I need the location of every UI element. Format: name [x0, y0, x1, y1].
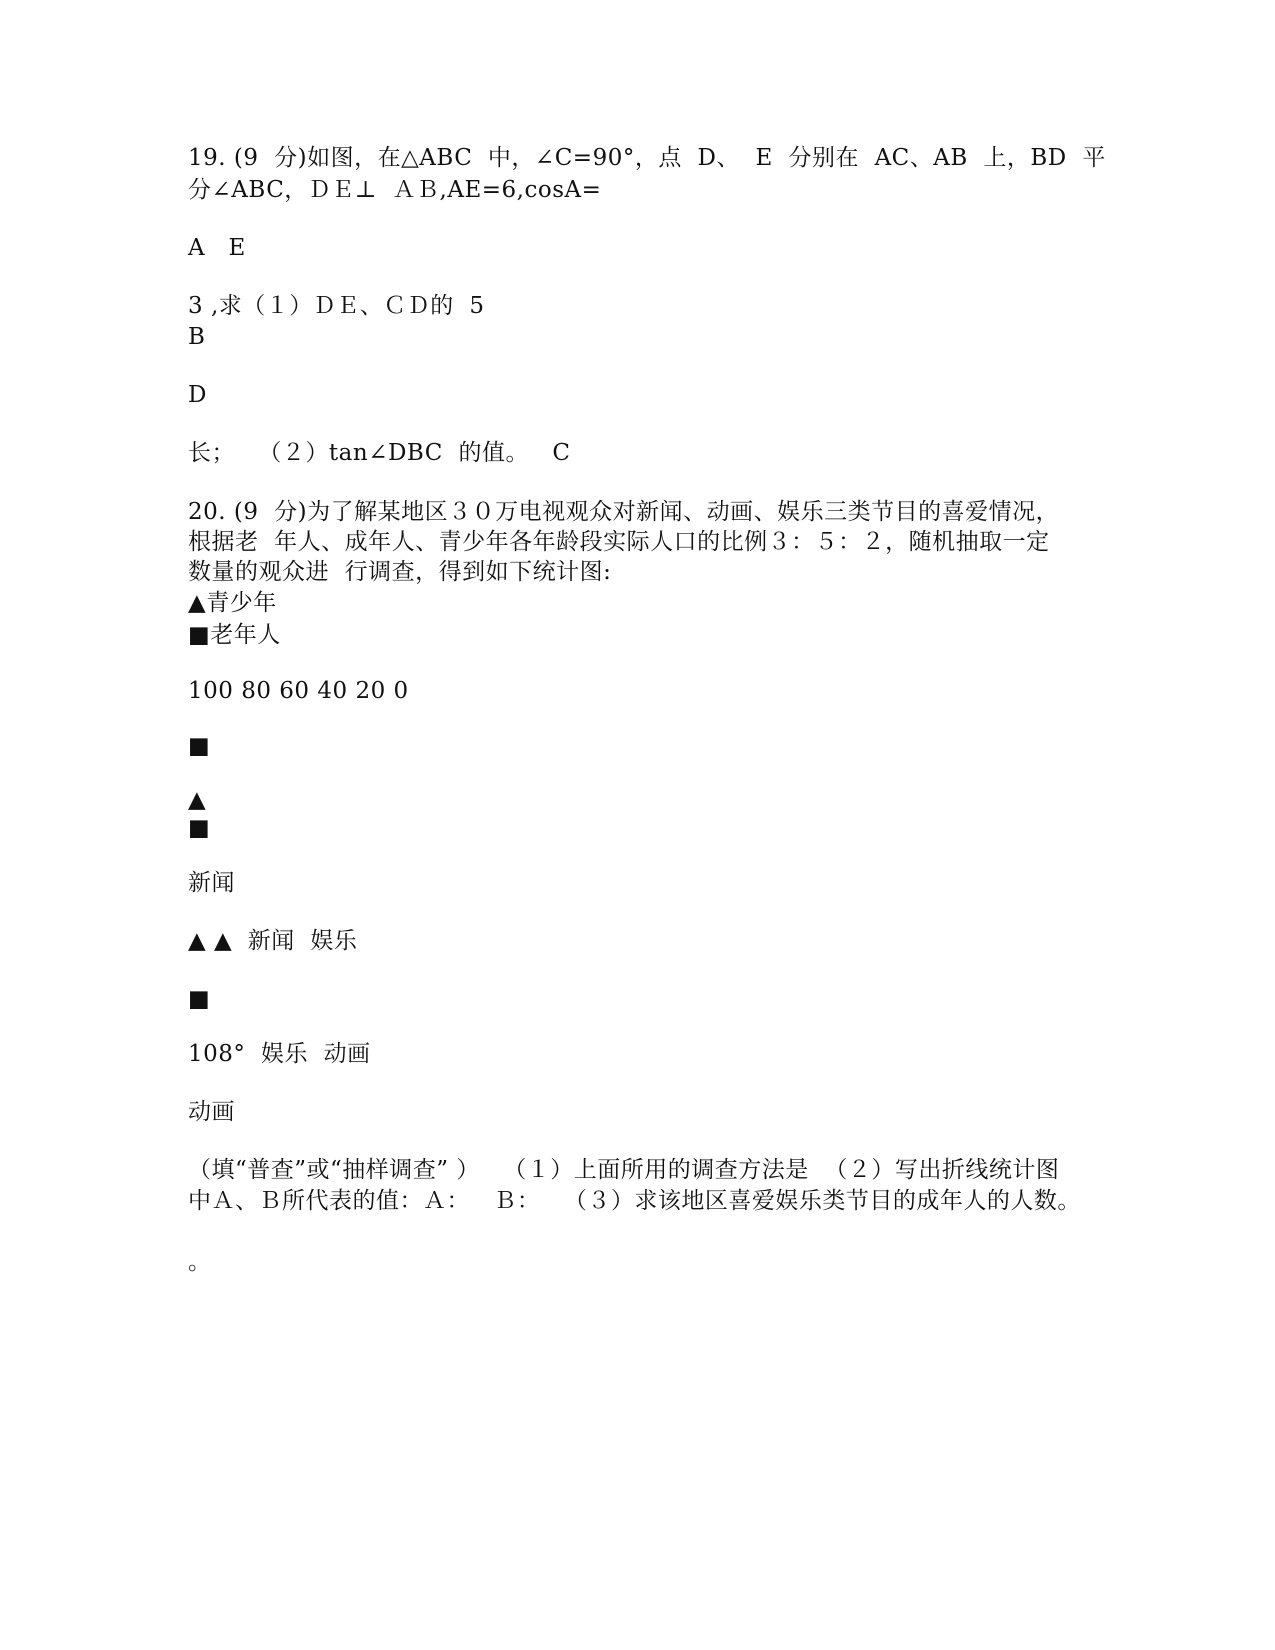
q19-line-2: 分∠ABC，ＤＥ⊥ ＡＢ,AE=6,cosA= — [188, 177, 602, 203]
triangle-marker: ▲ — [188, 787, 207, 813]
q20-line-2: 根据老 年人、成年人、青少年各年龄段实际人口的比例３：５：２，随机抽取一定 — [188, 529, 1050, 555]
q19-line-3: 3 ,求（１）ＤＥ、ＣＤ的 5 — [188, 293, 485, 319]
category-news: 新闻 — [188, 870, 235, 896]
legend-elder: ■老年人 — [188, 622, 281, 648]
square-marker: ■ — [188, 986, 211, 1012]
square-marker: ■ — [188, 733, 211, 759]
end-mark: 。 — [188, 1249, 212, 1275]
y-axis-ticks: 100 80 60 40 20 0 — [188, 678, 409, 704]
category-animation: 动画 — [188, 1099, 235, 1125]
figure-label-b: B — [188, 324, 206, 350]
q19-line-1: 19. (9 分)如图，在△ABC 中，∠C=90°，点 D、 E 分别在 AC、AB 上，BD 平 — [188, 145, 1106, 171]
q20-question-1: （填“普查”或“抽样调查” ） （１）上面所用的调查方法是 （２）写出折线统计图 — [188, 1157, 1060, 1183]
q20-line-1: 20. (9 分)为了解某地区３０万电视观众对新闻、动画、娱乐三类节目的喜爱情况， — [188, 499, 1060, 525]
q20-line-3: 数量的观众进 行调查，得到如下统计图: — [188, 559, 612, 585]
q19-line-4: 长； （２）tan∠DBC 的值。 C — [188, 440, 571, 466]
figure-label-d: D — [188, 382, 207, 408]
triangle-row: ▲ ▲ 新闻 娱乐 — [188, 928, 358, 954]
square-marker: ■ — [188, 815, 211, 841]
figure-label-ae: A E — [188, 235, 246, 261]
q20-question-2: 中Ａ、Ｂ所代表的值：Ａ： Ｂ： （３）求该地区喜爱娱乐类节目的成年人的人数。 — [188, 1188, 1081, 1214]
pie-labels: 108° 娱乐 动画 — [188, 1041, 371, 1067]
legend-youth: ▲青少年 — [188, 590, 277, 616]
